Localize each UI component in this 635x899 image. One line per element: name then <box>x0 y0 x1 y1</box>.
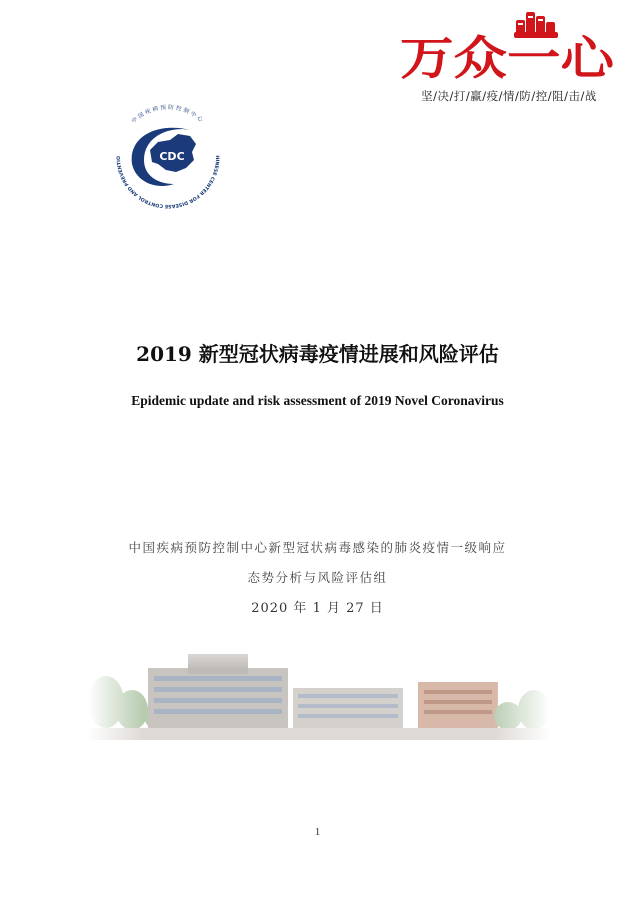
campus-building-illustration <box>88 632 550 740</box>
cdc-english-ring: HINESE CENTER FOR DISEASE CONTROL AND PREVENTIO <box>116 155 220 209</box>
page-number: 1 <box>314 826 321 838</box>
cdc-seal <box>98 102 238 212</box>
campaign-wordmark: 万众一心 <box>400 31 617 85</box>
document-title-english: Epidemic update and risk assessment of 2019 Novel Coronavirus <box>131 393 504 408</box>
document-title-chinese: 2019 新型冠状病毒疫情进展和风险评估 <box>136 342 499 366</box>
author-organization-line1: 中国疾病预防控制中心新型冠状病毒感染的肺炎疫情一级响应 <box>128 540 507 555</box>
document-date: 2020 年 1 月 27 日 <box>251 601 384 616</box>
author-organization-line2: 态势分析与风险评估组 <box>247 570 388 585</box>
cdc-acronym: CDC <box>159 150 185 163</box>
campaign-logo <box>398 6 620 106</box>
campaign-slogan: 坚/决/打/赢/疫/情/防/控/阻/击/战 <box>421 89 597 103</box>
campaign-wordmark-graphic <box>398 6 620 88</box>
svg-text:中国疾病预防控制中心 <box>130 103 206 125</box>
cdc-chinese-ring: 中国疾病预防控制中心 <box>131 104 205 125</box>
